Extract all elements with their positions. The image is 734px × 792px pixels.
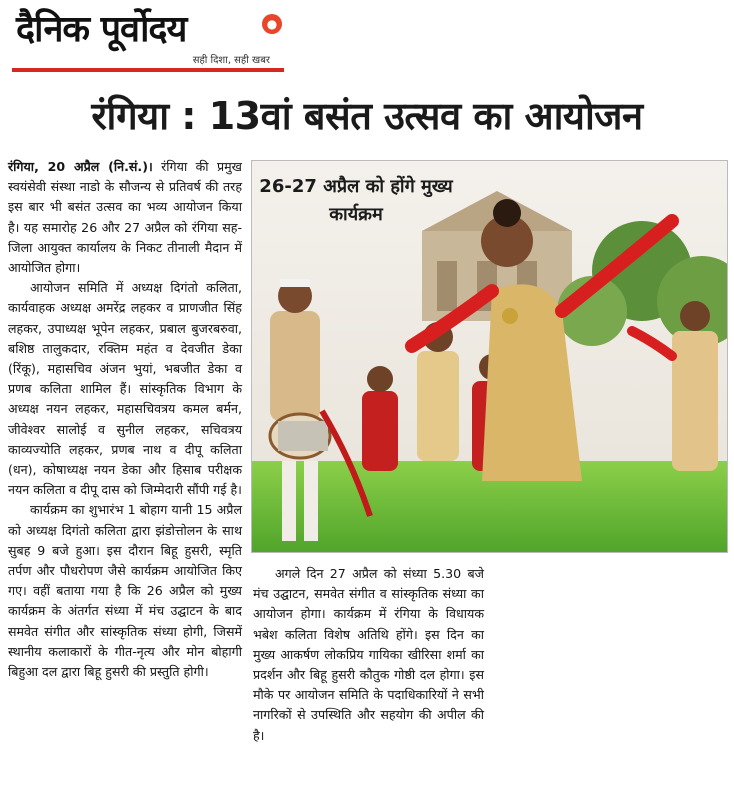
article-paragraph-3-part-1: कार्यक्रम का शुभारंभ 1 बोहाग यानी 15 अप्रैल को अध्यक्ष दिगंतो कलिता द्वारा झंडोत्तोलन के साथ सुबह 9 बजे हुआ। इस दौरान बिहू हुसरी, स्मृति तर्पण और पौधरोपण जैसे कार्यक्रम आयोजित किए गए। वहीं बताया गया है कि 26 अप्रैल को मुख्य कार्यक्रम के अंतर्गत संध्या में मंच उद्घाटन के बाद समवेत संगीत और सांस्कृतिक संध्या होगी, जिसमें स्थानीय कलाकारों के गीत-नृत्य और मोन बोहागी बिहुआ दल द्वारा बिहू हुसरी की प्रस्तुति होगी। bbox=[8, 502, 242, 680]
logo-sun-icon: ● bbox=[262, 14, 282, 34]
masthead bbox=[12, 6, 284, 72]
bihu-dancers-photo bbox=[251, 160, 728, 553]
article-paragraph-1: रंगिया की प्रमुख स्वयंसेवी संस्था नाडो के सौजन्य से प्रतिवर्ष की तरह इस बार भी बसंत उत्सव का भव्य आयोजन किया है। यह समारोह 26 और 27 अप्रैल को रंगिया सह-जिला आयुक्त कार्यालय के निकट तीनाली मैदान में आयोजित होगा। bbox=[8, 159, 242, 276]
photo-caption: 26-27 अप्रैल को होंगे मुख्य कार्यक्रम bbox=[259, 176, 453, 225]
article-headline: रंगिया : 13वां बसंत उत्सव का आयोजन bbox=[91, 94, 643, 138]
article-paragraph-2: आयोजन समिति में अध्यक्ष दिगंतो कलिता, कार्यवाहक अध्यक्ष अमरेंद्र लहकर व प्राणजीत सिंह लहकर, उपाध्यक्ष भूपेन लहकर, प्रबाल बुजरबरुवा, बशिष्ठ तालुकदार, रक्तिम महंत व देवजीत डेका (रिंकू), महासचिव अंजन भुयां, भबजीत डेका व प्रणब कलिता शामिल हैं। सांस्कृतिक विभाग के अध्यक्ष नयन लहकर, महासचिवत्रय कमल बर्मन, जीवेश्वर सालोई व सुनील लहकर, सचिवत्रय काव्यज्योति लहकर, प्रणब नाथ व दीपू कलिता (धन), कोषाध्यक्ष नयन डेका और हिसाब परीक्षक नयन कलिता व दीपू दास को जिम्मेदारी सौंपी गई है। bbox=[8, 280, 242, 498]
article-column-1 bbox=[8, 157, 242, 682]
newspaper-logo: दैनिक पूर्वोदय bbox=[16, 9, 187, 50]
article-lead bbox=[8, 157, 242, 278]
masthead-red-rule bbox=[12, 68, 284, 72]
masthead-tagline: सही दिशा, सही खबर bbox=[192, 55, 270, 66]
article-column-2 bbox=[253, 564, 484, 746]
article-dateline: रंगिया, 20 अप्रैल (नि.सं.)। bbox=[8, 159, 153, 174]
article-paragraph-4-part-1: अगले दिन 27 अप्रैल को संध्या 5.30 बजे मंच उद्घाटन, समवेत संगीत व सांस्कृतिक संध्या का आयोजन होगा। कार्यक्रम में रंगिया के विधायक भबेश कलिता विशेष अतिथि होंगे। इस दिन का मुख्य आकर्षण लोकप्रिय गायिका खीरिसा शर्मा का प्रदर्शन और बिहू हुसरी कौतुक गोष्ठी दल होगा। इस मौके पर आयोजन समिति के पदाधिकारियों ने सभी नागरिकों से उपस्थिति और सहयोग की अपील की है। bbox=[253, 566, 484, 743]
